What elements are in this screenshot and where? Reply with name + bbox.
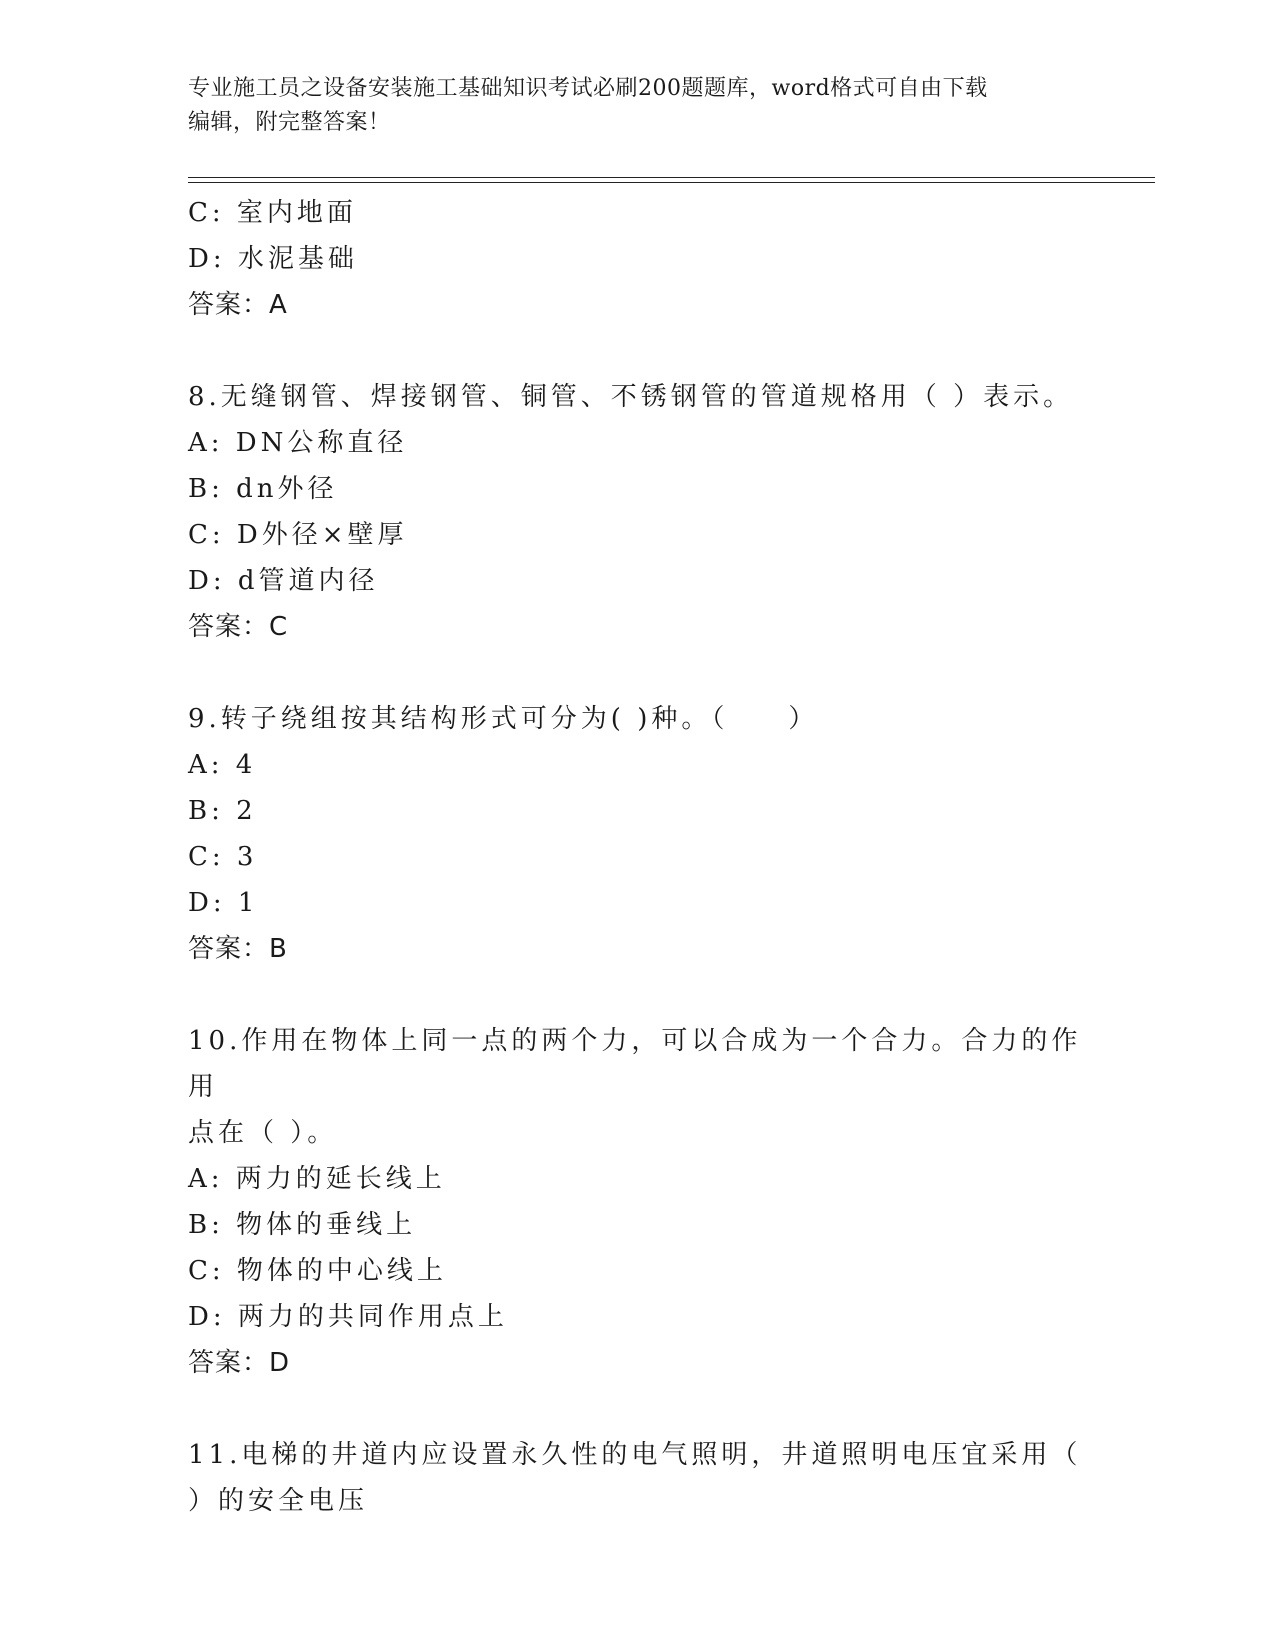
option-d: D: 水泥基础 xyxy=(188,244,358,274)
header-divider-top xyxy=(188,177,1155,178)
question-title-line: ）的安全电压 xyxy=(188,1486,369,1516)
question-title-line: 11.电梯的井道内应设置永久性的电气照明，井道照明电压宜采用（ xyxy=(188,1440,1082,1470)
option-c: C: 室内地面 xyxy=(188,198,357,228)
option-a: A: DN公称直径 xyxy=(188,428,408,458)
partial-question xyxy=(188,190,1088,328)
question-8 xyxy=(188,374,1088,650)
option-b: B: 物体的垂线上 xyxy=(188,1210,417,1240)
option-b: B: 2 xyxy=(188,796,257,826)
option-d: D: d管道内径 xyxy=(188,566,379,596)
answer-label: 答案：A xyxy=(188,290,288,320)
header-line-2: 编辑，附完整答案！ xyxy=(188,110,391,135)
option-d: D: 两力的共同作用点上 xyxy=(188,1302,508,1332)
question-title xyxy=(188,1018,1088,1156)
document-header xyxy=(188,72,1088,140)
option-b: B: dn外径 xyxy=(188,474,338,504)
option-a: A: 两力的延长线上 xyxy=(188,1164,446,1194)
question-list xyxy=(188,190,1088,1524)
answer-label: 答案：B xyxy=(188,934,288,964)
question-title-line: 点在（ ）。 xyxy=(188,1118,338,1148)
question-title-line: 10.作用在物体上同一点的两个力，可以合成为一个合力。合力的作用 xyxy=(188,1026,1082,1102)
header-line-1: 专业施工员之设备安装施工基础知识考试必刷200题题库，word格式可自由下载 xyxy=(188,76,988,101)
option-d: D: 1 xyxy=(188,888,259,918)
option-c: C: 物体的中心线上 xyxy=(188,1256,447,1286)
question-title xyxy=(188,374,1088,420)
question-title-line: 9.转子绕组按其结构形式可分为( )种。（ ） xyxy=(188,704,819,734)
question-title xyxy=(188,696,1088,742)
question-10 xyxy=(188,1018,1088,1386)
answer-label: 答案：C xyxy=(188,612,289,642)
question-title xyxy=(188,1432,1088,1524)
option-c: C: D外径×壁厚 xyxy=(188,520,408,550)
answer-label: 答案：D xyxy=(188,1348,291,1378)
option-c: C: 3 xyxy=(188,842,258,872)
option-a: A: 4 xyxy=(188,750,257,780)
question-title-line: 8.无缝钢管、焊接钢管、铜管、不锈钢管的管道规格用（ ）表示。 xyxy=(188,382,1074,412)
question-11 xyxy=(188,1432,1088,1524)
question-9 xyxy=(188,696,1088,972)
header-divider-bottom xyxy=(188,182,1155,183)
